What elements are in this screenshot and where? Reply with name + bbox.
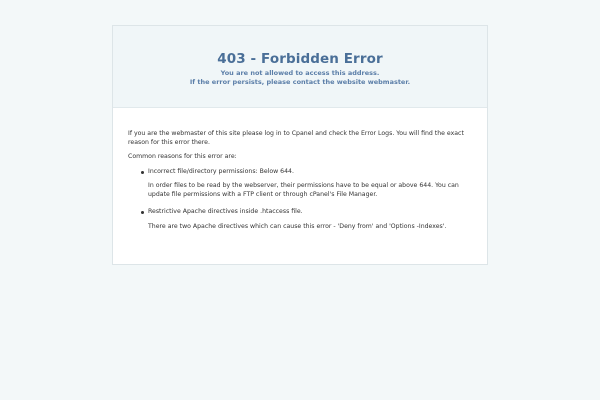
list-item	[142, 168, 472, 200]
reason-title: Restrictive Apache directives inside .htaccess file.	[148, 208, 303, 215]
reason-title: Incorrect file/directory permissions: Below 644.	[148, 167, 294, 175]
reason-detail: There are two Apache directives which can cause this error - 'Deny from' and 'Options -Indexes'.	[148, 222, 447, 230]
reasons-list	[142, 168, 472, 232]
error-card	[112, 25, 488, 265]
error-header	[113, 26, 487, 108]
error-subtitle-line2: If the error persists, please contact the website webmaster.	[189, 78, 411, 86]
error-title: 403 - Forbidden Error	[217, 51, 383, 67]
error-body	[113, 108, 487, 231]
intro-text: If you are the webmaster of this site please log in to Cpanel and check the Error Logs. You will find the exact reason for this error there.	[128, 130, 464, 146]
list-item	[142, 208, 472, 231]
reason-detail: In order files to be read by the webserver, their permissions have to be equal or above 644. You can update file permissions with a FTP client or through cPanel's File Manager.	[148, 182, 459, 198]
common-reasons-label: Common reasons for this error are:	[128, 153, 237, 160]
error-subtitle-line1: You are not allowed to access this address.	[220, 69, 380, 77]
